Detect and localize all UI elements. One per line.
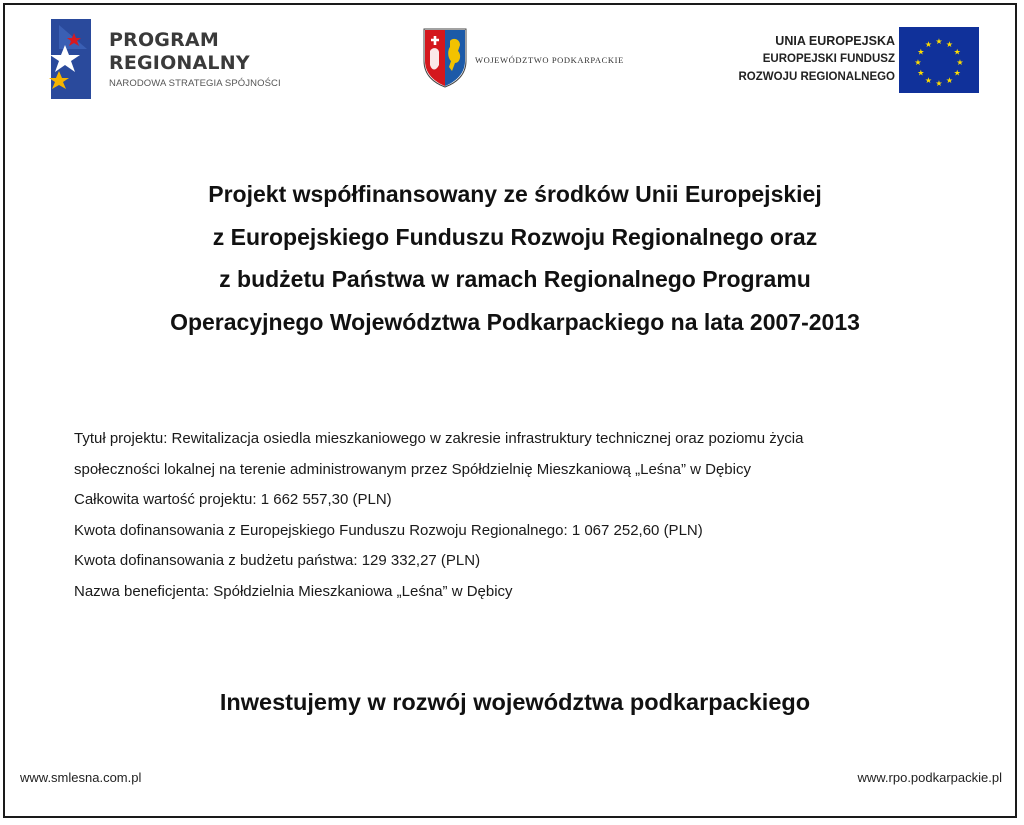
- svg-text:★: ★: [945, 76, 954, 86]
- project-state-funding: Kwota dofinansowania z budżetu państwa: 129 332,27 (PLN): [74, 552, 481, 569]
- slogan: Inwestujemy w rozwój województwa podkarpackiego: [219, 689, 811, 715]
- program-regionalny-star-mark-icon: [49, 15, 97, 101]
- project-heading: [45, 173, 985, 343]
- eu-logo-line2: EUROPEJSKI FUNDUSZ: [762, 53, 895, 65]
- eu-logo-line3: ROZWOJU REGIONALNEGO: [738, 71, 895, 83]
- svg-text:★: ★: [917, 47, 925, 57]
- svg-text:★: ★: [924, 76, 933, 86]
- svg-text:★: ★: [953, 47, 961, 57]
- beneficiary-website-link[interactable]: www.smlesna.com.pl: [20, 770, 142, 785]
- program-regionalny-logo: [49, 15, 279, 101]
- program-logo-line2: REGIONALNY: [109, 52, 250, 74]
- rpo-website-link[interactable]: www.rpo.podkarpackie.pl: [857, 770, 1002, 785]
- eu-logo-line1: UNIA EUROPEJSKA: [775, 34, 895, 48]
- svg-text:★: ★: [935, 79, 943, 88]
- program-logo-line1: PROGRAM: [109, 29, 219, 51]
- svg-text:★: ★: [917, 68, 925, 78]
- voivodeship-logo: [422, 27, 632, 93]
- heading-line-1: Projekt współfinansowany ze środków Unii Europejskiej: [208, 181, 822, 207]
- svg-text:★: ★: [953, 68, 961, 78]
- heading-line-3: z budżetu Państwa w ramach Regionalnego Programu: [219, 266, 811, 292]
- project-title-line2: społeczności lokalnej na terenie administrowanym przez Spółdzielnię Mieszkaniową „Leśna” w Dębicy: [74, 460, 751, 478]
- project-beneficiary: Nazwa beneficjenta: Spółdzielnia Mieszkaniowa „Leśna” w Dębicy: [74, 582, 513, 600]
- heading-line-2: z Europejskiego Funduszu Rozwoju Regionalnego oraz: [212, 223, 818, 250]
- svg-text:★: ★: [956, 58, 964, 67]
- svg-text:★: ★: [914, 58, 922, 67]
- project-efrr-funding: Kwota dofinansowania z Europejskiego Funduszu Rozwoju Regionalnego: 1 067 252,60 (PLN): [74, 521, 703, 539]
- program-logo-line3: NARODOWA STRATEGIA SPÓJNOŚCI: [109, 78, 281, 89]
- project-title-line1: Tytuł projektu: Rewitalizacja osiedla mieszkaniowego w zakresie infrastruktury technicznej oraz poziomu życia: [74, 430, 804, 447]
- eu-logo: [735, 27, 983, 95]
- project-total-value: Całkowita wartość projektu: 1 662 557,30 (PLN): [74, 491, 392, 508]
- svg-text:★: ★: [924, 39, 933, 49]
- voivodeship-logo-text: WOJEWÓDZTWO PODKARPACKIE: [475, 55, 624, 65]
- eu-flag-icon: [899, 27, 979, 93]
- document-frame: [3, 3, 1017, 818]
- svg-text:★: ★: [935, 37, 943, 46]
- svg-text:★: ★: [945, 39, 954, 49]
- heading-line-4: Operacyjnego Województwa Podkarpackiego na lata 2007-2013: [170, 308, 860, 335]
- voivodeship-coat-of-arms-icon: [422, 27, 468, 89]
- project-details: [74, 424, 974, 607]
